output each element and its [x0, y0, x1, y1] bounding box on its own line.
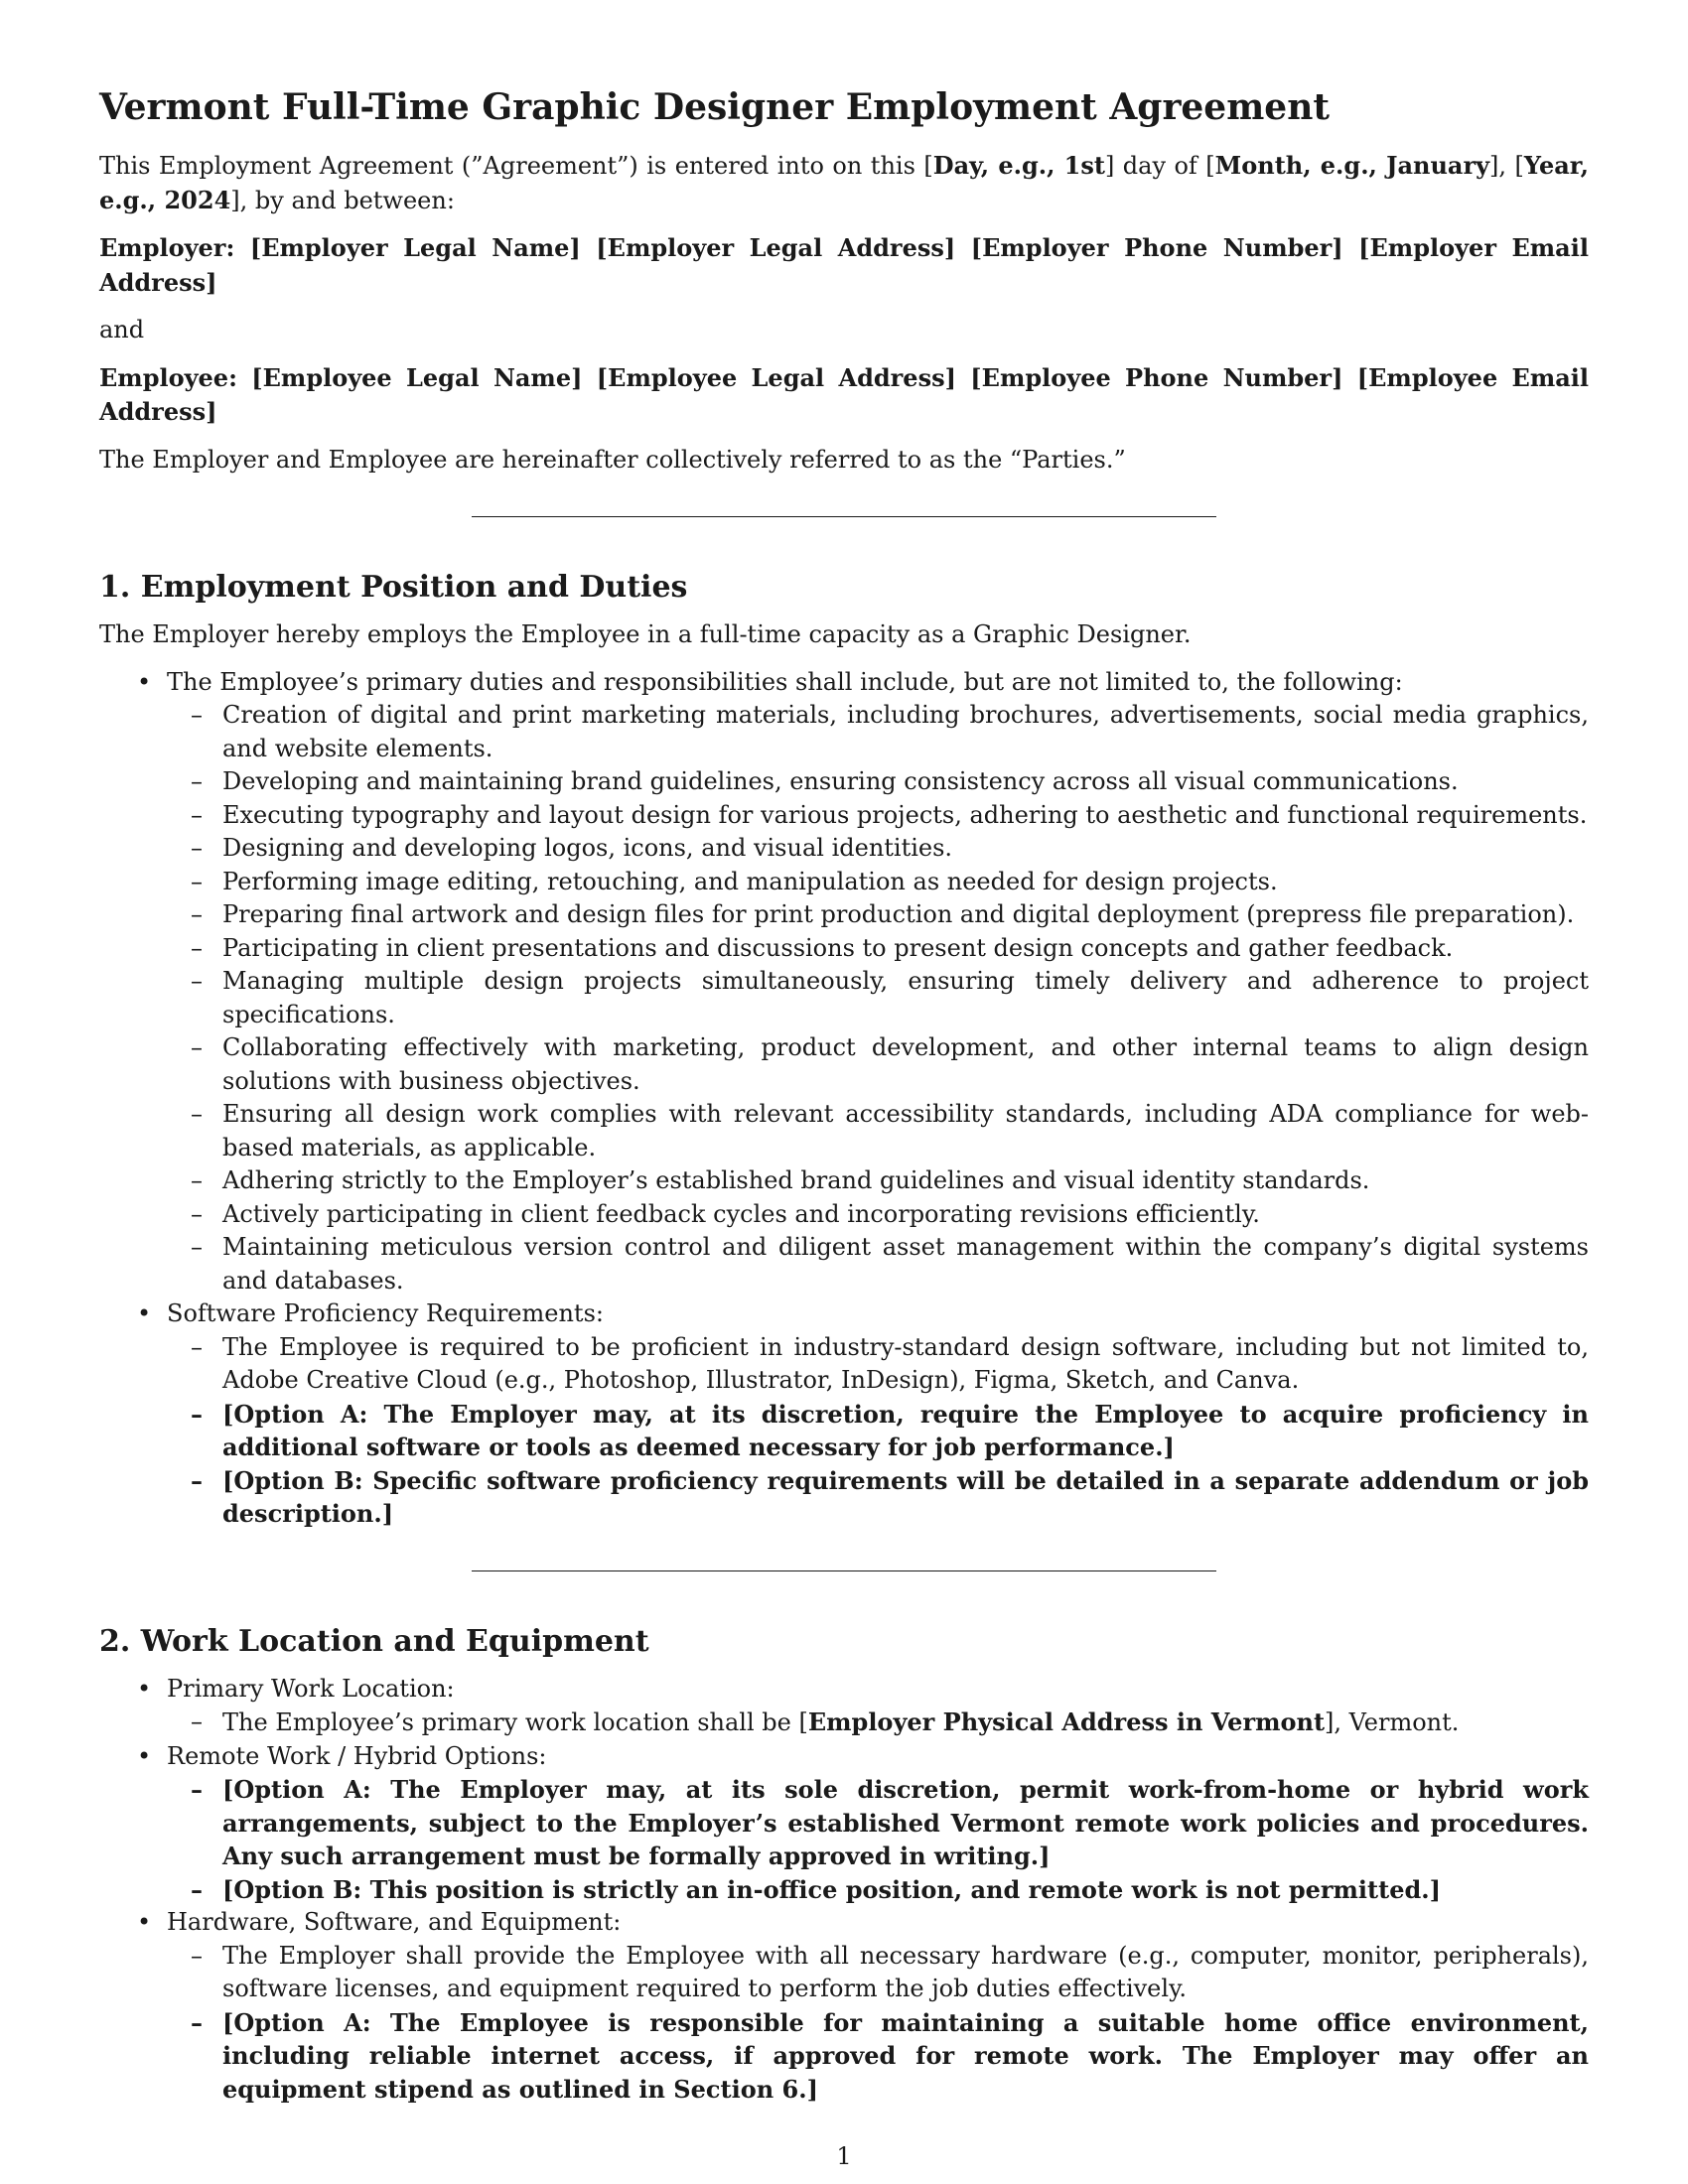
dash-icon: –	[191, 1100, 203, 1128]
list-item: – The Employee’s primary work location shall be [Employer Physical Address in Vermont], Vermont.	[161, 1706, 1589, 1740]
hardware-option-a: Option A: The Employee is responsible for maintaining a suitable home office environment, including reliable internet access, if approved for remote work. The Employer may offer an equipment stipend as outlined in Section 6.	[222, 2007, 1589, 2104]
duty-text: Participating in client presentations and discussions to present design concepts and gather feedback.	[222, 933, 1454, 962]
employee-phone-placeholder: Employee Phone Number	[981, 362, 1333, 392]
document-page	[99, 85, 1589, 2106]
dash-icon: –	[191, 1166, 203, 1194]
and-text: and	[99, 316, 145, 343]
list-item	[161, 898, 1589, 932]
employer-block: Employer: [Employer Legal Name] [Employer Legal Address] [Employer Phone Number] [Employer Email Address]	[99, 233, 1589, 297]
dash-icon: –	[191, 834, 203, 862]
list-item	[161, 1331, 1589, 1398]
dash-icon: –	[191, 1465, 203, 1495]
list-item	[161, 1098, 1589, 1164]
employee-label: Employee:	[99, 362, 237, 392]
remote-work-list	[167, 1773, 1589, 1906]
dash-icon: –	[191, 1332, 203, 1361]
duty-text: Preparing final artwork and design files for print production and digital deployment (prepress file preparation).	[222, 900, 1575, 928]
employee-name-placeholder: Employee Legal Name	[262, 362, 572, 392]
primary-location-text: , Vermont.	[1334, 1708, 1460, 1736]
duties-list	[167, 699, 1589, 1297]
dash-icon: –	[191, 1874, 203, 1904]
intro-paragraph: This Employment Agreement (”Agreement”) is entered into on this [Day, e.g., 1st] day of [Month, e.g., January], [Year, e.g., 2024], by and between:	[99, 151, 1590, 214]
dash-icon: –	[191, 1033, 203, 1061]
list-item	[99, 1740, 1589, 1907]
list-item: – [Option A: The Employer may, at its discretion, require the Employee to acquire proficiency in additional software or tools as deemed necessary for job performance.]	[191, 1399, 1589, 1461]
bullet-icon: •	[137, 1674, 152, 1703]
dash-icon: –	[191, 1399, 203, 1429]
duty-text: Creation of digital and print marketing materials, including brochures, advertisements, social media graphics, and website elements.	[222, 701, 1589, 762]
section-1-list	[99, 666, 1589, 1531]
parties-definition: The Employer and Employee are hereinafter collectively referred to as the “Parties.”	[99, 445, 1126, 474]
list-item	[161, 932, 1589, 966]
intro-text: This Employment Agreement (”Agreement”) is entered into on this	[99, 152, 924, 180]
section-1-heading: 1. Employment Position and Duties	[99, 570, 688, 605]
remote-option-a: Option A: The Employer may, at its sole discretion, permit work-from-home or hybrid work arrangements, subject to the Employer’s established Vermont remote work policies and procedures. Any such arrangement must be formally approved in writing.	[222, 1775, 1589, 1870]
hardware-list	[167, 1940, 1589, 2107]
duty-text: Performing image editing, retouching, and manipulation as needed for design projects.	[222, 867, 1278, 895]
list-item	[161, 965, 1589, 1031]
software-label: Software Proficiency Requirements:	[167, 1299, 604, 1327]
section-1-intro: The Employer hereby employs the Employee in a full-time capacity as a Graphic Designer.	[99, 620, 1192, 648]
list-item: – [Option B: Specific software proficiency requirements will be detailed in a separate addendum or job description.]	[191, 1465, 1589, 1528]
software-text: The Employee is required to be proficient in industry-standard design software, including but not limited to, Adobe Creative Cloud (e.g., Photoshop, Illustrator, InDesign), Figma, Sketch, and Canva.	[222, 1332, 1589, 1394]
dash-icon: –	[191, 701, 203, 729]
list-item	[161, 1198, 1589, 1232]
section-divider	[472, 516, 1216, 517]
address-placeholder: Employer Physical Address in Vermont	[807, 1707, 1326, 1736]
primary-location-list	[167, 1706, 1589, 1740]
remote-option-b: Option B: This position is strictly an in-office position, and remote work is not permitted.	[233, 1874, 1430, 1904]
primary-location-text: The Employee’s primary work location shall be	[222, 1708, 799, 1736]
list-item	[161, 1231, 1589, 1297]
list-item: – [Option A: The Employee is responsible for maintaining a suitable home office environment, including reliable internet access, if approved for remote work. The Employer may offer an equipment stipend as outlined in Section 6.]	[191, 2007, 1589, 2104]
duty-text: Maintaining meticulous version control and diligent asset management within the company’s digital systems and databases.	[222, 1233, 1589, 1295]
dash-icon: –	[191, 1775, 203, 1804]
page-number: 1	[836, 2142, 852, 2170]
duty-text: Actively participating in client feedback cycles and incorporating revisions efficiently.	[222, 1199, 1260, 1228]
employer-email-placeholder: Employer Email Address	[99, 233, 1589, 297]
intro-text: , by and between:	[239, 186, 455, 214]
list-item	[161, 832, 1589, 866]
list-item	[99, 1673, 1589, 1740]
hardware-label: Hardware, Software, and Equipment:	[167, 1908, 622, 1936]
remote-work-label: Remote Work / Hybrid Options:	[167, 1741, 547, 1770]
document-title: Vermont Full-Time Graphic Designer Employment Agreement	[99, 86, 1331, 128]
list-item	[99, 1297, 1589, 1531]
section-divider	[472, 1570, 1216, 1571]
software-option-b: Option B: Specific software proficiency requirements will be detailed in a separate addendum or job description.	[222, 1465, 1589, 1528]
software-list	[167, 1331, 1589, 1531]
dash-icon: –	[191, 1941, 203, 1970]
list-item	[161, 765, 1589, 799]
day-placeholder: Day, e.g., 1st	[932, 151, 1105, 180]
list-item	[99, 1906, 1589, 2106]
section-2-list	[99, 1673, 1589, 2107]
list-item	[161, 799, 1589, 833]
duty-text: Managing multiple design projects simultaneously, ensuring timely delivery and adherence to project specifications.	[222, 967, 1589, 1028]
year-placeholder: Year, e.g., 2024	[99, 151, 1590, 214]
month-placeholder: Month, e.g., January	[1214, 151, 1490, 180]
bullet-icon: •	[137, 1741, 152, 1770]
list-item	[161, 1940, 1589, 2006]
section-2-heading: 2. Work Location and Equipment	[99, 1623, 649, 1659]
dash-icon: –	[191, 2007, 203, 2037]
dash-icon: –	[191, 900, 203, 928]
duty-text: Designing and developing logos, icons, and visual identities.	[222, 834, 953, 862]
employee-email-placeholder: Employee Email Address	[99, 362, 1590, 426]
duties-label: The Employee’s primary duties and responsibilities shall include, but are not limited to, the following:	[167, 667, 1403, 696]
list-item: – [Option A: The Employer may, at its sole discretion, permit work-from-home or hybrid work arrangements, subject to the Employer’s established Vermont remote work policies and procedures. Any such arrangement must be formally approved in writing.]	[191, 1775, 1589, 1870]
duty-text: Ensuring all design work complies with relevant accessibility standards, including ADA compliance for web-based materials, as applicable.	[222, 1100, 1589, 1161]
dash-icon: –	[191, 1199, 203, 1228]
employee-block: Employee: [Employee Legal Name] [Employee Legal Address] [Employee Phone Number] [Employee Email Address]	[99, 362, 1590, 426]
list-item: – [Option B: This position is strictly an in-office position, and remote work is not permitted.]	[161, 1873, 1589, 1907]
employer-label: Employer:	[99, 233, 235, 262]
duty-text: Developing and maintaining brand guidelines, ensuring consistency across all visual communications.	[222, 767, 1459, 795]
employer-address-placeholder: Employer Legal Address	[607, 233, 944, 262]
employee-address-placeholder: Employee Legal Address	[608, 362, 945, 392]
hardware-text: The Employer shall provide the Employee with all necessary hardware (e.g., computer, monitor, peripherals), software licenses, and equipment required to perform the job duties effectively.	[222, 1941, 1589, 2002]
bullet-icon: •	[137, 1908, 152, 1936]
primary-location-label: Primary Work Location:	[167, 1674, 455, 1703]
dash-icon: –	[191, 800, 203, 829]
list-item	[161, 866, 1589, 899]
duty-text: Collaborating effectively with marketing, product development, and other internal teams to align design solutions with business objectives.	[222, 1033, 1589, 1095]
duty-text: Executing typography and layout design for various projects, adhering to aesthetic and functional requirements.	[222, 800, 1588, 829]
list-item	[161, 1031, 1589, 1098]
dash-icon: –	[191, 1233, 203, 1261]
employer-phone-placeholder: Employer Phone Number	[982, 233, 1333, 262]
intro-text: day of	[1114, 152, 1206, 180]
bullet-icon: •	[137, 667, 152, 696]
list-item	[161, 699, 1589, 765]
software-option-a: Option A: The Employer may, at its discretion, require the Employee to acquire proficiency in additional software or tools as deemed necessary for job performance.	[222, 1399, 1589, 1461]
employer-name-placeholder: Employer Legal Name	[261, 233, 570, 262]
bullet-icon: •	[137, 1299, 152, 1327]
duty-text: Adhering strictly to the Employer’s established brand guidelines and visual identity standards.	[222, 1166, 1370, 1194]
dash-icon: –	[191, 867, 203, 895]
dash-icon: –	[191, 1707, 203, 1735]
dash-icon: –	[191, 933, 203, 962]
intro-text: ,	[1498, 152, 1515, 180]
list-item	[161, 1164, 1589, 1198]
dash-icon: –	[191, 967, 203, 995]
dash-icon: –	[191, 767, 203, 795]
list-item	[99, 666, 1589, 1298]
